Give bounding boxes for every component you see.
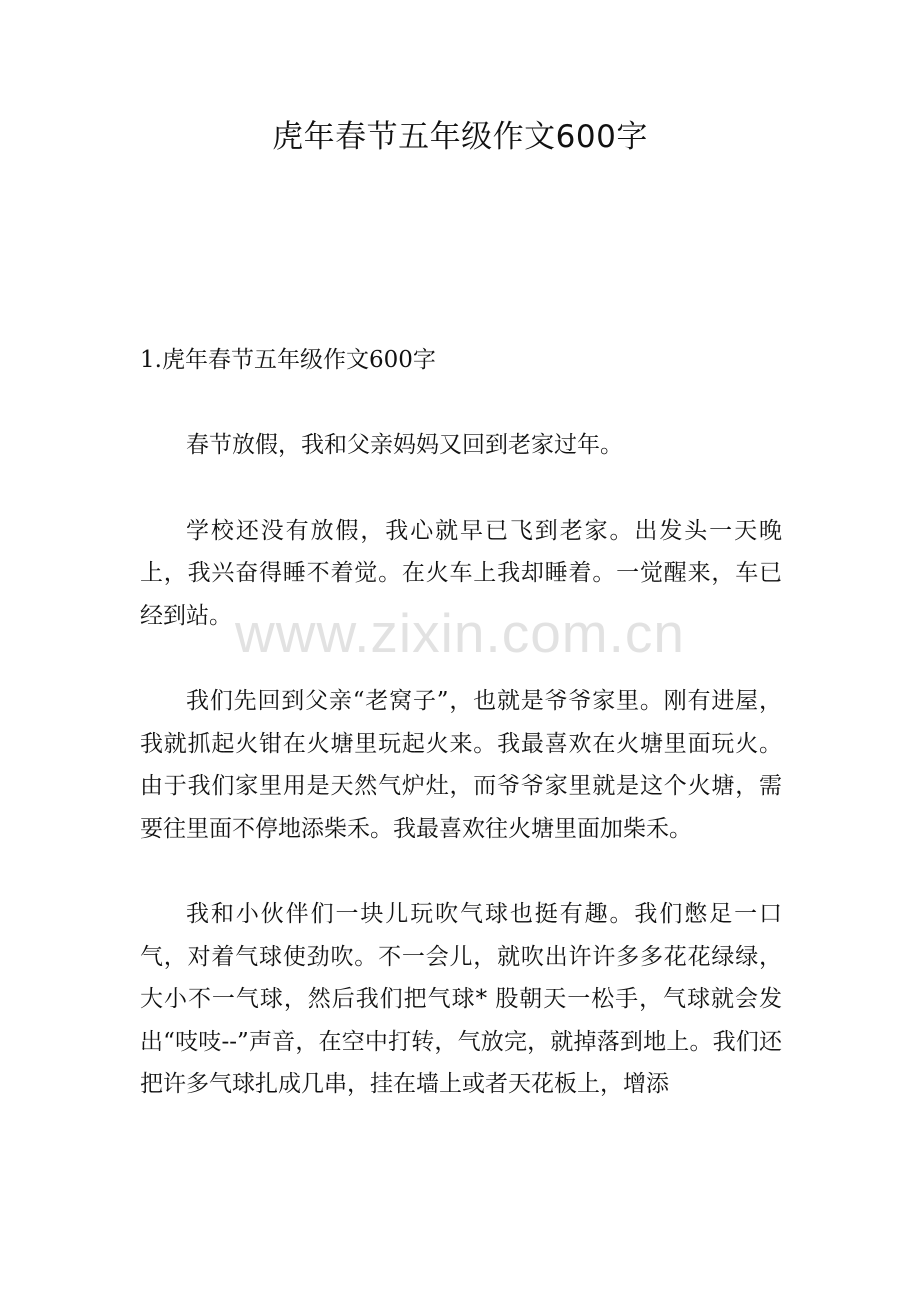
paragraph-4: 我和小伙伴们一块儿玩吹气球也挺有趣。我们憋足一口气，对着气球使劲吹。不一会儿，就吹出许许多多花花绿绿，大小不一气球，然后我们把气球* 股朝天一松手，气球就会发出“吱吱--”声音，在空中打转，气放完，就掉落到地上。我们还把许多气球扎成几串，挂在墙上或者天花板上，增添 — [140, 901, 782, 1097]
section-heading: 1.虎年春节五年级作文600字 — [140, 347, 436, 373]
paragraph-3: 我们先回到父亲“老窝子”，也就是爷爷家里。刚有进屋，我就抓起火钳在火塘里玩起火来。我最喜欢在火塘里面玩火。由于我们家里用是天然气炉灶，而爷爷家里就是这个火塘，需要往里面不停地添柴禾。我最喜欢往火塘里面加柴禾。 — [140, 688, 782, 842]
paragraph-2: 学校还没有放假，我心就早已飞到老家。出发头一天晚上，我兴奋得睡不着觉。在火车上我却睡着。一觉醒来，车已经到站。 — [140, 517, 782, 629]
paragraph-1: 春节放假，我和父亲妈妈又回到老家过年。 — [186, 432, 623, 458]
article-body — [140, 424, 782, 1149]
watermark: www.zixin.com.cn — [235, 602, 685, 664]
document-title: 虎年春节五年级作文600字 — [272, 119, 648, 155]
